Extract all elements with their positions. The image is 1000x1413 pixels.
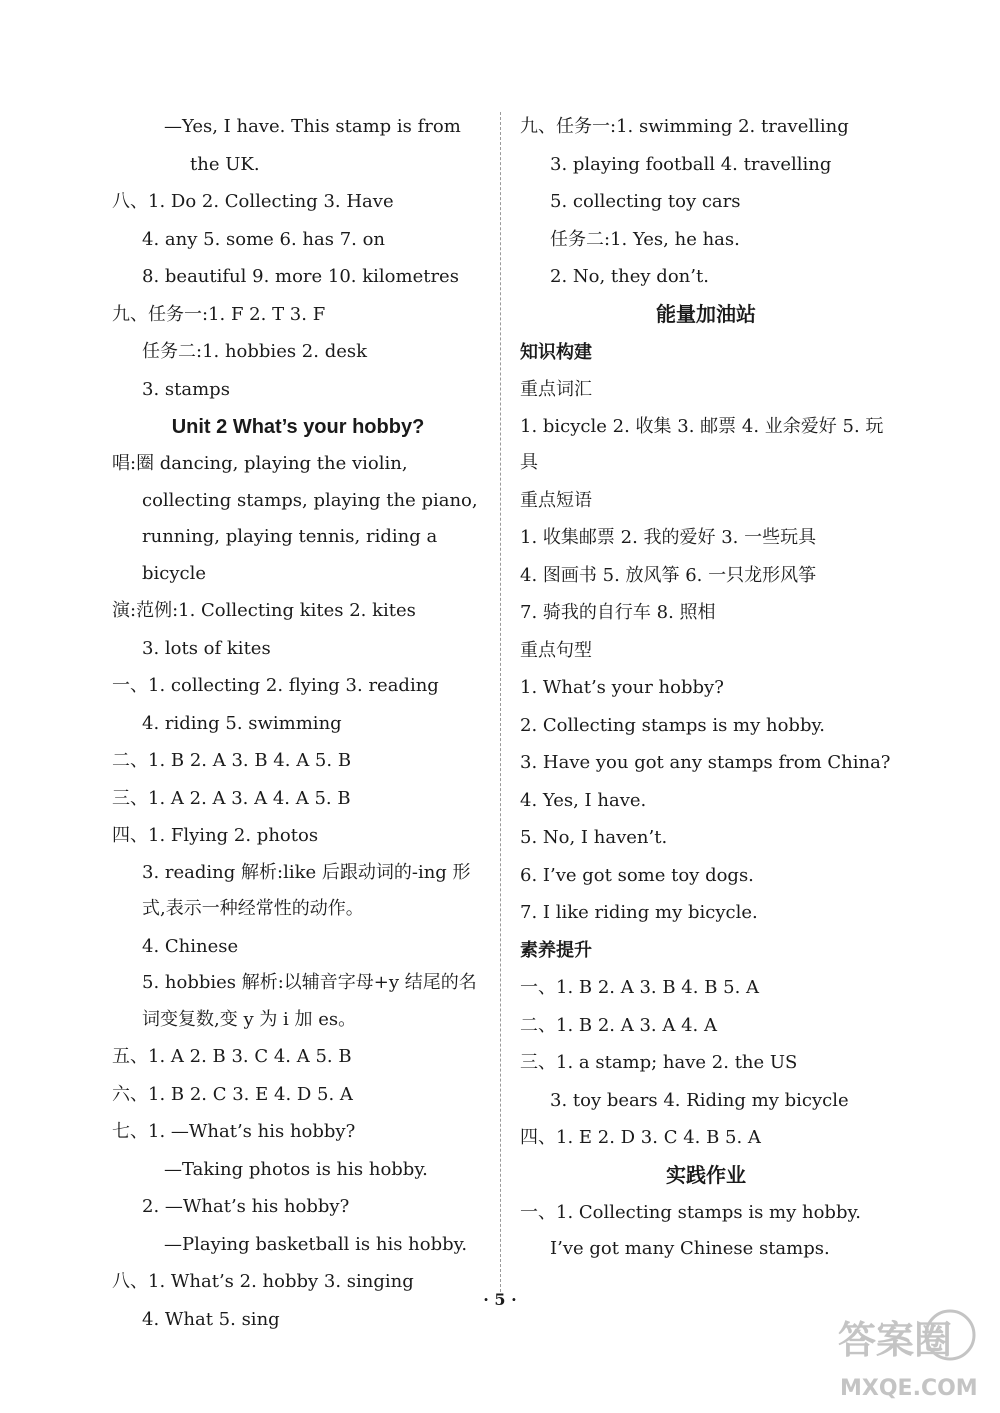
answer-line: 7. I like riding my bicycle. xyxy=(520,902,758,923)
page-number: · 5 · xyxy=(483,1290,517,1309)
answer-line: 1. What’s your hobby? xyxy=(520,677,724,698)
answer-line: 任务二:1. hobbies 2. desk xyxy=(142,341,368,362)
answer-line: 3. stamps xyxy=(142,378,230,400)
answer-line: 3. lots of kites xyxy=(142,637,271,659)
right-column xyxy=(520,108,892,1268)
answer-line: 4. Chinese xyxy=(142,935,239,957)
answer-line: 7. 骑我的自行车 8. 照相 xyxy=(520,602,716,623)
category-label: 重点短语 xyxy=(520,489,592,511)
answer-line: 六、1. B 2. C 3. E 4. D 5. A xyxy=(112,1083,353,1105)
answer-line: —Playing basketball is his hobby. xyxy=(164,1233,468,1255)
answer-line: 四、1. Flying 2. photos xyxy=(112,825,319,846)
answer-line: 九、任务一:1. swimming 2. travelling xyxy=(520,116,849,137)
answer-line: 九、任务一:1. F 2. T 3. F xyxy=(112,303,326,325)
watermark-text-en: MXQE.COM xyxy=(840,1376,978,1401)
category-label: 重点词汇 xyxy=(520,379,592,400)
answer-line: 5. hobbies 解析:以辅音字母+y 结尾的名词变复数,变 y 为 i 加 es。 xyxy=(142,972,477,1030)
answer-line: 1. bicycle 2. 收集 3. 邮票 4. 业余爱好 5. 玩具 xyxy=(520,415,884,473)
answer-line: 4. riding 5. swimming xyxy=(142,712,342,734)
answer-line: 演:范例:1. Collecting kites 2. kites xyxy=(112,600,416,621)
answer-line: 三、1. a stamp; have 2. the US xyxy=(520,1052,798,1073)
answer-line: 任务二:1. Yes, he has. xyxy=(550,228,740,250)
answer-line: 3. toy bears 4. Riding my bicycle xyxy=(550,1089,849,1111)
section-heading: 实践作业 xyxy=(666,1164,746,1187)
subsection-title: 知识构建 xyxy=(520,341,592,363)
section-heading: 能量加油站 xyxy=(656,303,756,326)
answer-line: 一、1. collecting 2. flying 3. reading xyxy=(112,675,439,696)
answer-line: 五、1. A 2. B 3. C 4. A 5. B xyxy=(112,1046,352,1067)
answer-line: 3. Have you got any stamps from China? xyxy=(520,752,891,773)
answer-line: —Yes, I have. This stamp is from xyxy=(164,116,461,137)
answer-line: 4. 图画书 5. 放风筝 6. 一只龙形风筝 xyxy=(520,564,817,586)
answer-line: 5. No, I haven’t. xyxy=(520,827,668,848)
watermark-logo xyxy=(830,1295,980,1405)
answer-line: 4. Yes, I have. xyxy=(520,789,647,811)
category-label: 重点句型 xyxy=(520,639,592,661)
answer-line: 一、1. B 2. A 3. B 4. B 5. A xyxy=(520,977,760,998)
answer-line: —Taking photos is his hobby. xyxy=(164,1158,428,1180)
subsection-title: 素养提升 xyxy=(520,939,592,961)
left-column xyxy=(112,108,484,1338)
answer-line: 5. collecting toy cars xyxy=(550,191,741,212)
answer-line: 二、1. B 2. A 3. A 4. A xyxy=(520,1014,717,1036)
answer-line: 2. Collecting stamps is my hobby. xyxy=(520,714,825,736)
answer-line: 6. I’ve got some toy dogs. xyxy=(520,864,754,886)
answer-line: 八、1. Do 2. Collecting 3. Have xyxy=(112,191,394,212)
answer-line: 2. —What’s his hobby? xyxy=(142,1196,350,1217)
answer-line: 4. any 5. some 6. has 7. on xyxy=(142,228,386,250)
column-divider xyxy=(500,112,501,1292)
answer-line: 二、1. B 2. A 3. B 4. A 5. B xyxy=(112,750,352,771)
watermark-text-cn: 答案圈 xyxy=(838,1318,953,1362)
answer-line: 2. No, they don’t. xyxy=(550,266,709,287)
answer-line: 1. 收集邮票 2. 我的爱好 3. 一些玩具 xyxy=(520,527,817,548)
answer-line: 8. beautiful 9. more 10. kilometres xyxy=(142,266,459,287)
answer-line: 四、1. E 2. D 3. C 4. B 5. A xyxy=(520,1127,761,1148)
answer-line: 三、1. A 2. A 3. A 4. A 5. B xyxy=(112,787,351,809)
answer-line: 八、1. What’s 2. hobby 3. singing xyxy=(112,1271,414,1292)
answer-line: 唱:圈 dancing, playing the violin, collecting stamps, playing the piano, running, playing tennis, riding a bicycle xyxy=(112,453,478,584)
section-heading: Unit 2 What’s your hobby? xyxy=(171,416,425,438)
answer-line: the UK. xyxy=(190,153,260,175)
answer-line: 4. What 5. sing xyxy=(142,1308,280,1330)
answer-line: 七、1. —What’s his hobby? xyxy=(112,1121,356,1142)
answer-line: 3. playing football 4. travelling xyxy=(550,153,832,175)
answer-line: 3. reading 解析:like 后跟动词的-ing 形式,表示一种经常性的动作。 xyxy=(142,861,471,919)
answer-line: 一、1. Collecting stamps is my hobby. I’ve got many Chinese stamps. xyxy=(520,1201,861,1259)
